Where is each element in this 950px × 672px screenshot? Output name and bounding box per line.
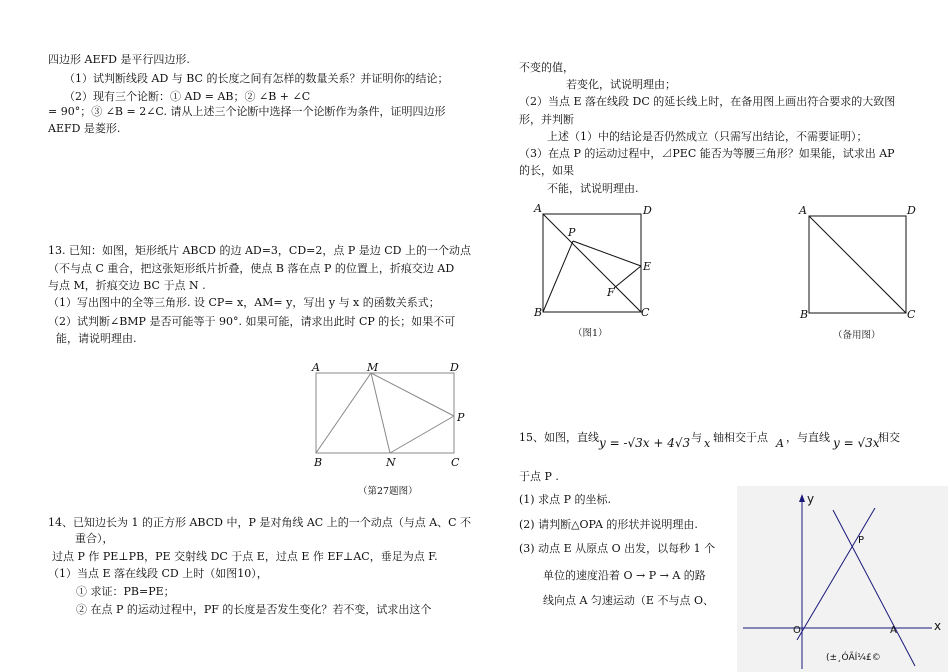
text-line: 能，请说明理由.: [56, 332, 137, 345]
vertex-label: C: [641, 306, 650, 319]
vertex-label: P: [457, 411, 465, 424]
vertex-label: P: [568, 226, 576, 239]
text-line: 的长，如果: [519, 164, 574, 177]
text-line: 13. 已知：如图，矩形纸片 ABCD 的边 AD=3，CD=2，点 P 是边 CD 上的一个动点: [48, 244, 471, 257]
question-3: (3) 动点 E 从原点 O 出发，以每秒 1 个: [519, 542, 716, 555]
vertex-label: D: [907, 204, 916, 217]
vertex-label: B: [800, 308, 809, 321]
text-line: = 90°；③ ∠B = 2∠C. 请从上述三个论断中选择一个论断作为条件，证明四边形: [48, 105, 446, 118]
text-line: 与点 M，折痕交边 BC 于点 N .: [48, 279, 206, 292]
text-line: （1）当点 E 落在线段 CD 上时（如图10），: [48, 567, 268, 580]
text-line: 四边形 AEFD 是平行四边形.: [48, 53, 190, 66]
point-label-o: O: [793, 625, 801, 636]
vertex-label: A: [799, 204, 807, 217]
figure-caption: （备用图）: [833, 330, 881, 341]
text-line: 形，并判断: [519, 113, 574, 126]
text-line: （1）写出图中的全等三角形. 设 CP= x，AM= y，写出 y 与 x 的函数关系式；: [48, 296, 440, 309]
vertex-label: D: [450, 361, 459, 374]
figure-caption: （第27题图）: [358, 486, 418, 497]
vertex-label: N: [386, 456, 396, 469]
text-line: 与: [691, 431, 702, 444]
equation-line-2: y = √3x: [833, 436, 880, 450]
text-line: （2）现有三个论断：① AD = AB；② ∠B + ∠C: [64, 90, 311, 103]
text-line: 14、已知边长为 1 的正方形 ABCD 中，P 是对角线 AC 上的一个动点（与点 A、C 不: [48, 516, 472, 529]
math-var: A: [776, 437, 784, 450]
text-line: （不与点 C 重合，把这张矩形纸片折叠，使点 B 落在点 P 的位置上，折痕交边 AD: [48, 262, 455, 275]
question-3-line: 单位的速度沿着 O → P → A 的路: [543, 569, 706, 582]
text-line: （2）试判断∠BMP 是否可能等于 90°. 如果可能，请求出此时 CP 的长；如果不可: [48, 315, 456, 328]
coordinate-graph-panel: [737, 486, 948, 672]
point-label-a: A: [890, 625, 897, 636]
vertex-label: A: [312, 361, 320, 374]
text-line: 15、如图，直线: [519, 431, 599, 444]
math-var: x: [704, 437, 711, 450]
vertex-label: B: [534, 306, 543, 319]
x-axis-label: x: [934, 619, 942, 633]
question-3-line: 线向点 A 匀速运动（E 不与点 O、: [543, 594, 714, 607]
point-label-p: P: [858, 535, 865, 546]
vertex-label: A: [534, 202, 542, 215]
vertex-label: C: [907, 308, 916, 321]
vertex-label: D: [643, 204, 652, 217]
text-line: 重合），: [75, 532, 114, 545]
text-line: 不变的值，: [519, 61, 574, 74]
vertex-label: F: [607, 286, 615, 299]
text-line: ① 求证：PB=PE；: [76, 585, 175, 598]
question-2: (2) 请判断△OPA 的形状并说明理由.: [519, 518, 698, 531]
text-line: 于点 P .: [519, 470, 559, 483]
question-1: (1) 求点 P 的坐标.: [519, 493, 611, 506]
graph-caption: (±¸ÓÃÍ¼£©: [826, 653, 881, 663]
vertex-label: B: [314, 456, 323, 469]
vertex-label: E: [643, 260, 652, 273]
text-line: 上述（1）中的结论是否仍然成立（只需写出结论，不需要证明）；: [547, 130, 868, 143]
text-line: 不能，试说明理由.: [547, 182, 639, 195]
y-axis-label: y: [807, 492, 815, 506]
vertex-label: M: [367, 361, 379, 374]
text-line: （3）在点 P 的运动过程中，⊿PEC 能否为等腰三角形？如果能，试求出 AP: [519, 147, 895, 160]
text-line: ② 在点 P 的运动过程中，PF 的长度是否发生变化？若不变，试求出这个: [76, 603, 432, 616]
text-line: 轴相交于点: [713, 431, 768, 444]
figure-caption: （图1）: [573, 328, 608, 339]
text-line: AEFD 是菱形.: [48, 122, 121, 135]
text-line: 若变化，试说明理由；: [566, 78, 676, 91]
text-line: 过点 P 作 PE⊥PB，PE 交射线 DC 于点 E，过点 E 作 EF⊥AC，垂足为点 F.: [52, 550, 438, 563]
text-line: （2）当点 E 落在线段 DC 的延长线上时，在备用图上画出符合要求的大致图: [519, 95, 896, 108]
text-line: ，与直线: [786, 431, 830, 444]
equation-line-1: y = -√3x + 4√3: [599, 436, 691, 450]
vertex-label: C: [451, 456, 460, 469]
text-line: （1）试判断线段 AD 与 BC 的长度之间有怎样的数量关系？并证明你的结论；: [64, 72, 449, 85]
text-line: 相交: [878, 431, 900, 444]
